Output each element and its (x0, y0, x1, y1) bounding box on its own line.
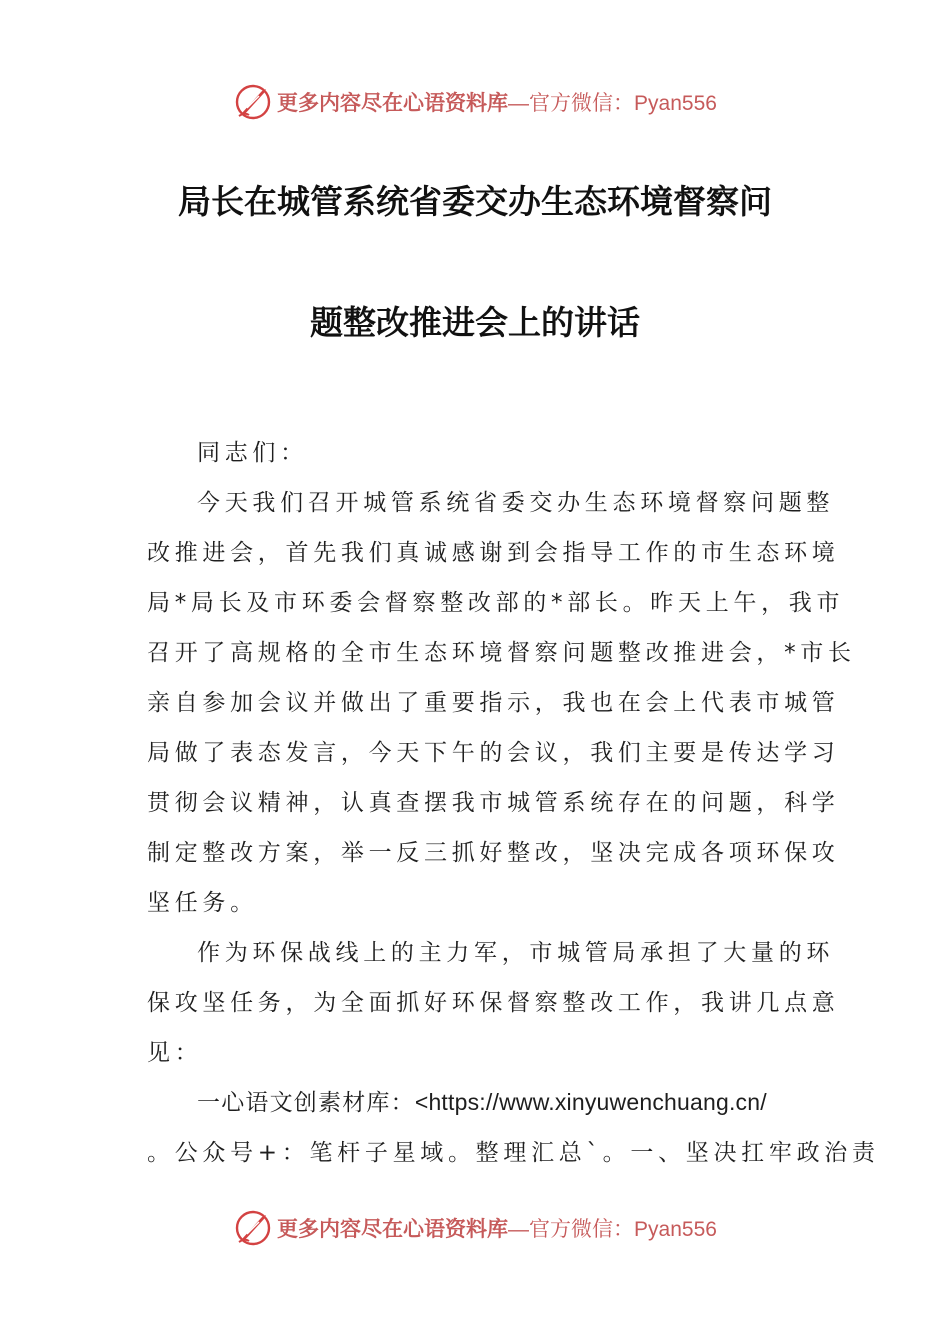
website-link[interactable]: <https://www.xinyuwenchuang.cn/ (414, 1089, 767, 1115)
banner-text (277, 1213, 717, 1243)
salutation: 同志们： (197, 440, 308, 466)
header-watermark-banner (0, 80, 950, 124)
banner-text (277, 87, 717, 117)
footer-watermark-banner (0, 1206, 950, 1250)
quill-seal-logo-icon (233, 1208, 273, 1248)
para1-line: 局*局长及市环委会督察整改部的*部长。昨天上午，我市 (147, 590, 845, 616)
para1-line: 今天我们召开城管系统省委交办生态环境督察问题整 (197, 490, 835, 516)
banner-library-text: 更多内容尽在心语资料库 (277, 1216, 509, 1241)
para2-line: 保攻坚任务，为全面抓好环保督察整改工作，我讲几点意 (147, 990, 840, 1016)
para1-line: 局做了表态发言，今天下午的会议，我们主要是传达学习 (147, 740, 840, 766)
banner-wechat-text: —官方微信：Pyan556 (508, 1218, 717, 1241)
para3-prefix: 一心语文创素材库： (197, 1090, 415, 1116)
para1-line: 亲自参加会议并做出了重要指示，我也在会上代表市城管 (147, 690, 840, 716)
banner-library-text: 更多内容尽在心语资料库 (277, 90, 509, 115)
para2-line: 作为环保战线上的主力军，市城管局承担了大量的环 (197, 940, 835, 966)
para1-line: 召开了高规格的全市生态环境督察问题整改推进会，*市长 (147, 640, 856, 666)
document-title-line-1: 局长在城管系统省委交办生态环境督察问 (178, 182, 772, 221)
para1-line: 制定整改方案，举一反三抓好整改，坚决完成各项环保攻 (147, 840, 840, 866)
document-title-line-2: 题整改推进会上的讲话 (310, 303, 640, 342)
para1-line: 改推进会，首先我们真诚感谢到会指导工作的市生态环境 (147, 540, 840, 566)
para1-line: 坚任务。 (147, 890, 258, 916)
banner-wechat-text: —官方微信：Pyan556 (508, 92, 717, 115)
quill-seal-logo-icon (233, 82, 273, 122)
para3-line-1 (197, 1084, 767, 1117)
para1-line: 贯彻会议精神，认真查摆我市城管系统存在的问题，科学 (147, 790, 840, 816)
para2-line: 见： (147, 1040, 203, 1066)
para3-line-2: 。公众号+：笔杆子星域。整理汇总`。一、坚决扛牢政治责 (147, 1140, 880, 1166)
